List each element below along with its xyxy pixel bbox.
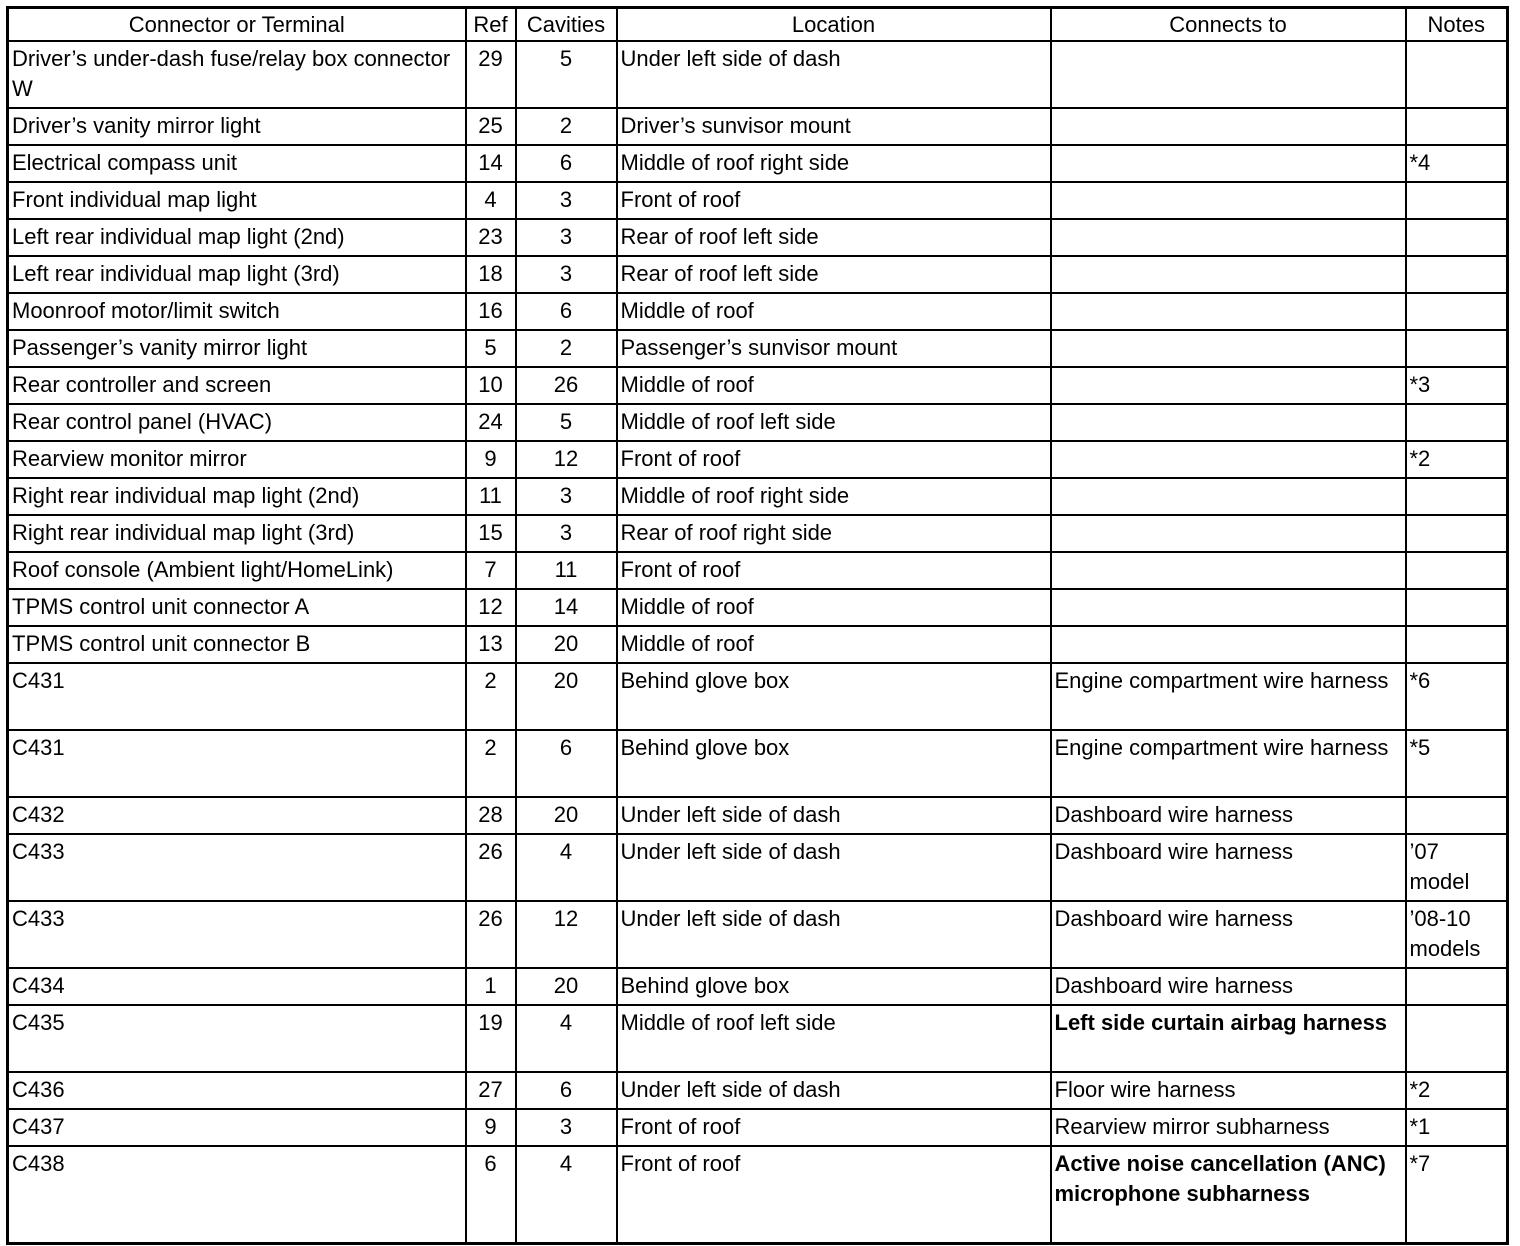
header-connector: Connector or Terminal (8, 8, 466, 42)
cell-ref: 29 (466, 41, 516, 108)
cell-notes (1406, 330, 1508, 367)
cell-location: Front of roof (617, 441, 1051, 478)
cell-ref: 13 (466, 626, 516, 663)
cell-connector: Roof console (Ambient light/HomeLink) (8, 552, 466, 589)
cell-notes (1406, 182, 1508, 219)
cell-connects-to: Dashboard wire harness (1051, 834, 1406, 901)
cell-connector: C434 (8, 968, 466, 1005)
table-row (8, 515, 1508, 552)
cell-connects-to: Dashboard wire harness (1051, 797, 1406, 834)
cell-connects-to (1051, 552, 1406, 589)
cell-cavities: 12 (516, 901, 617, 968)
cell-connector: Rear controller and screen (8, 367, 466, 404)
cell-connects-to (1051, 478, 1406, 515)
cell-notes (1406, 552, 1508, 589)
cell-location: Rear of roof left side (617, 219, 1051, 256)
table-row (8, 552, 1508, 589)
table-row (8, 797, 1508, 834)
cell-notes (1406, 108, 1508, 145)
cell-connector: C432 (8, 797, 466, 834)
cell-connects-to: Dashboard wire harness (1051, 901, 1406, 968)
table-row (8, 441, 1508, 478)
cell-location: Passenger’s sunvisor mount (617, 330, 1051, 367)
table-row (8, 256, 1508, 293)
table-row (8, 1109, 1508, 1146)
cell-ref: 26 (466, 901, 516, 968)
cell-cavities: 20 (516, 663, 617, 730)
cell-cavities: 14 (516, 589, 617, 626)
cell-notes (1406, 589, 1508, 626)
table-row (8, 330, 1508, 367)
cell-connector: Rear control panel (HVAC) (8, 404, 466, 441)
header-cavities: Cavities (516, 8, 617, 42)
cell-location: Under left side of dash (617, 901, 1051, 968)
cell-ref: 2 (466, 663, 516, 730)
cell-location: Middle of roof (617, 626, 1051, 663)
cell-location: Front of roof (617, 182, 1051, 219)
cell-notes (1406, 256, 1508, 293)
cell-location: Middle of roof (617, 367, 1051, 404)
table-row (8, 293, 1508, 330)
table-row (8, 478, 1508, 515)
cell-connects-to: Dashboard wire harness (1051, 968, 1406, 1005)
cell-connects-to: Engine compartment wire harness (1051, 663, 1406, 730)
cell-location: Under left side of dash (617, 834, 1051, 901)
cell-notes: ’08-10 models (1406, 901, 1508, 968)
cell-ref: 10 (466, 367, 516, 404)
table-row (8, 145, 1508, 182)
cell-connects-to (1051, 108, 1406, 145)
cell-notes: *3 (1406, 367, 1508, 404)
cell-ref: 18 (466, 256, 516, 293)
table-row (8, 663, 1508, 730)
cell-notes (1406, 41, 1508, 108)
table-row (8, 626, 1508, 663)
header-location: Location (617, 8, 1051, 42)
table-row (8, 834, 1508, 901)
cell-connects-to (1051, 293, 1406, 330)
cell-location: Middle of roof (617, 293, 1051, 330)
table-row (8, 1072, 1508, 1109)
cell-location: Middle of roof right side (617, 478, 1051, 515)
cell-connects-to (1051, 182, 1406, 219)
cell-ref: 12 (466, 589, 516, 626)
cell-location: Under left side of dash (617, 797, 1051, 834)
cell-ref: 9 (466, 441, 516, 478)
cell-cavities: 26 (516, 367, 617, 404)
cell-ref: 25 (466, 108, 516, 145)
cell-connects-to (1051, 41, 1406, 108)
cell-cavities: 11 (516, 552, 617, 589)
table-row (8, 182, 1508, 219)
cell-connector: C433 (8, 901, 466, 968)
header-notes: Notes (1406, 8, 1508, 42)
cell-connector: C437 (8, 1109, 466, 1146)
cell-connects-to (1051, 219, 1406, 256)
cell-connector: Left rear individual map light (2nd) (8, 219, 466, 256)
cell-cavities: 12 (516, 441, 617, 478)
cell-location: Front of roof (617, 552, 1051, 589)
table-row (8, 1005, 1508, 1072)
cell-cavities: 5 (516, 41, 617, 108)
table-body (8, 41, 1508, 1244)
cell-cavities: 2 (516, 108, 617, 145)
cell-connector: Rearview monitor mirror (8, 441, 466, 478)
cell-notes: *5 (1406, 730, 1508, 797)
cell-connector: Right rear individual map light (2nd) (8, 478, 466, 515)
cell-ref: 27 (466, 1072, 516, 1109)
cell-connector: TPMS control unit connector B (8, 626, 466, 663)
cell-ref: 26 (466, 834, 516, 901)
cell-connector: C436 (8, 1072, 466, 1109)
cell-cavities: 3 (516, 219, 617, 256)
header-ref: Ref (466, 8, 516, 42)
cell-cavities: 4 (516, 834, 617, 901)
cell-cavities: 4 (516, 1005, 617, 1072)
cell-cavities: 6 (516, 293, 617, 330)
cell-connects-to (1051, 589, 1406, 626)
cell-connects-to (1051, 145, 1406, 182)
cell-ref: 15 (466, 515, 516, 552)
cell-connector: Driver’s vanity mirror light (8, 108, 466, 145)
cell-connects-to: Active noise cancellation (ANC) microphone subharness (1051, 1146, 1406, 1244)
table-row (8, 219, 1508, 256)
cell-connects-to (1051, 626, 1406, 663)
cell-connector: TPMS control unit connector A (8, 589, 466, 626)
header-row (8, 8, 1508, 42)
cell-notes (1406, 478, 1508, 515)
cell-connects-to: Left side curtain airbag harness (1051, 1005, 1406, 1072)
cell-cavities: 2 (516, 330, 617, 367)
cell-location: Middle of roof right side (617, 145, 1051, 182)
cell-notes (1406, 404, 1508, 441)
cell-notes: *2 (1406, 1072, 1508, 1109)
cell-ref: 7 (466, 552, 516, 589)
cell-connector: Front individual map light (8, 182, 466, 219)
cell-cavities: 20 (516, 797, 617, 834)
cell-connector: C431 (8, 663, 466, 730)
cell-cavities: 6 (516, 145, 617, 182)
table-row (8, 1146, 1508, 1244)
cell-connects-to (1051, 515, 1406, 552)
cell-connects-to: Engine compartment wire harness (1051, 730, 1406, 797)
cell-location: Under left side of dash (617, 41, 1051, 108)
cell-ref: 14 (466, 145, 516, 182)
cell-location: Driver’s sunvisor mount (617, 108, 1051, 145)
cell-notes: *7 (1406, 1146, 1508, 1244)
cell-location: Behind glove box (617, 663, 1051, 730)
cell-connects-to (1051, 441, 1406, 478)
cell-connector: C438 (8, 1146, 466, 1244)
cell-connector: Passenger’s vanity mirror light (8, 330, 466, 367)
cell-location: Middle of roof left side (617, 1005, 1051, 1072)
cell-notes: *4 (1406, 145, 1508, 182)
header-connects-to: Connects to (1051, 8, 1406, 42)
cell-connector: C433 (8, 834, 466, 901)
cell-ref: 5 (466, 330, 516, 367)
cell-connects-to (1051, 367, 1406, 404)
table-row (8, 367, 1508, 404)
cell-location: Middle of roof left side (617, 404, 1051, 441)
table-row (8, 41, 1508, 108)
cell-location: Behind glove box (617, 730, 1051, 797)
cell-ref: 16 (466, 293, 516, 330)
cell-cavities: 20 (516, 626, 617, 663)
cell-ref: 19 (466, 1005, 516, 1072)
cell-cavities: 20 (516, 968, 617, 1005)
table-row (8, 589, 1508, 626)
cell-location: Middle of roof (617, 589, 1051, 626)
cell-location: Under left side of dash (617, 1072, 1051, 1109)
cell-location: Rear of roof right side (617, 515, 1051, 552)
cell-location: Behind glove box (617, 968, 1051, 1005)
cell-connector: Left rear individual map light (3rd) (8, 256, 466, 293)
cell-notes (1406, 219, 1508, 256)
cell-cavities: 3 (516, 478, 617, 515)
table-row (8, 901, 1508, 968)
cell-notes: ’07 model (1406, 834, 1508, 901)
cell-cavities: 3 (516, 515, 617, 552)
cell-notes (1406, 797, 1508, 834)
cell-ref: 23 (466, 219, 516, 256)
cell-location: Front of roof (617, 1146, 1051, 1244)
cell-notes (1406, 626, 1508, 663)
cell-ref: 4 (466, 182, 516, 219)
cell-cavities: 3 (516, 1109, 617, 1146)
cell-cavities: 3 (516, 256, 617, 293)
cell-connects-to (1051, 404, 1406, 441)
cell-connects-to (1051, 330, 1406, 367)
cell-ref: 28 (466, 797, 516, 834)
cell-notes (1406, 515, 1508, 552)
cell-connects-to: Rearview mirror subharness (1051, 1109, 1406, 1146)
cell-connector: Right rear individual map light (3rd) (8, 515, 466, 552)
cell-notes: *1 (1406, 1109, 1508, 1146)
cell-notes: *2 (1406, 441, 1508, 478)
cell-connector: Moonroof motor/limit switch (8, 293, 466, 330)
cell-connector: Electrical compass unit (8, 145, 466, 182)
cell-ref: 11 (466, 478, 516, 515)
cell-ref: 24 (466, 404, 516, 441)
cell-cavities: 4 (516, 1146, 617, 1244)
table-row (8, 968, 1508, 1005)
cell-location: Front of roof (617, 1109, 1051, 1146)
cell-cavities: 6 (516, 730, 617, 797)
cell-ref: 2 (466, 730, 516, 797)
connector-table (6, 6, 1509, 1245)
cell-notes (1406, 293, 1508, 330)
table-row (8, 108, 1508, 145)
cell-notes (1406, 968, 1508, 1005)
cell-cavities: 6 (516, 1072, 617, 1109)
cell-cavities: 5 (516, 404, 617, 441)
cell-connector: Driver’s under-dash fuse/relay box connector W (8, 41, 466, 108)
table-row (8, 730, 1508, 797)
cell-notes (1406, 1005, 1508, 1072)
cell-cavities: 3 (516, 182, 617, 219)
cell-ref: 6 (466, 1146, 516, 1244)
table-row (8, 404, 1508, 441)
cell-connects-to (1051, 256, 1406, 293)
cell-connects-to: Floor wire harness (1051, 1072, 1406, 1109)
cell-ref: 1 (466, 968, 516, 1005)
cell-connector: C435 (8, 1005, 466, 1072)
cell-notes: *6 (1406, 663, 1508, 730)
cell-location: Rear of roof left side (617, 256, 1051, 293)
cell-ref: 9 (466, 1109, 516, 1146)
cell-connector: C431 (8, 730, 466, 797)
